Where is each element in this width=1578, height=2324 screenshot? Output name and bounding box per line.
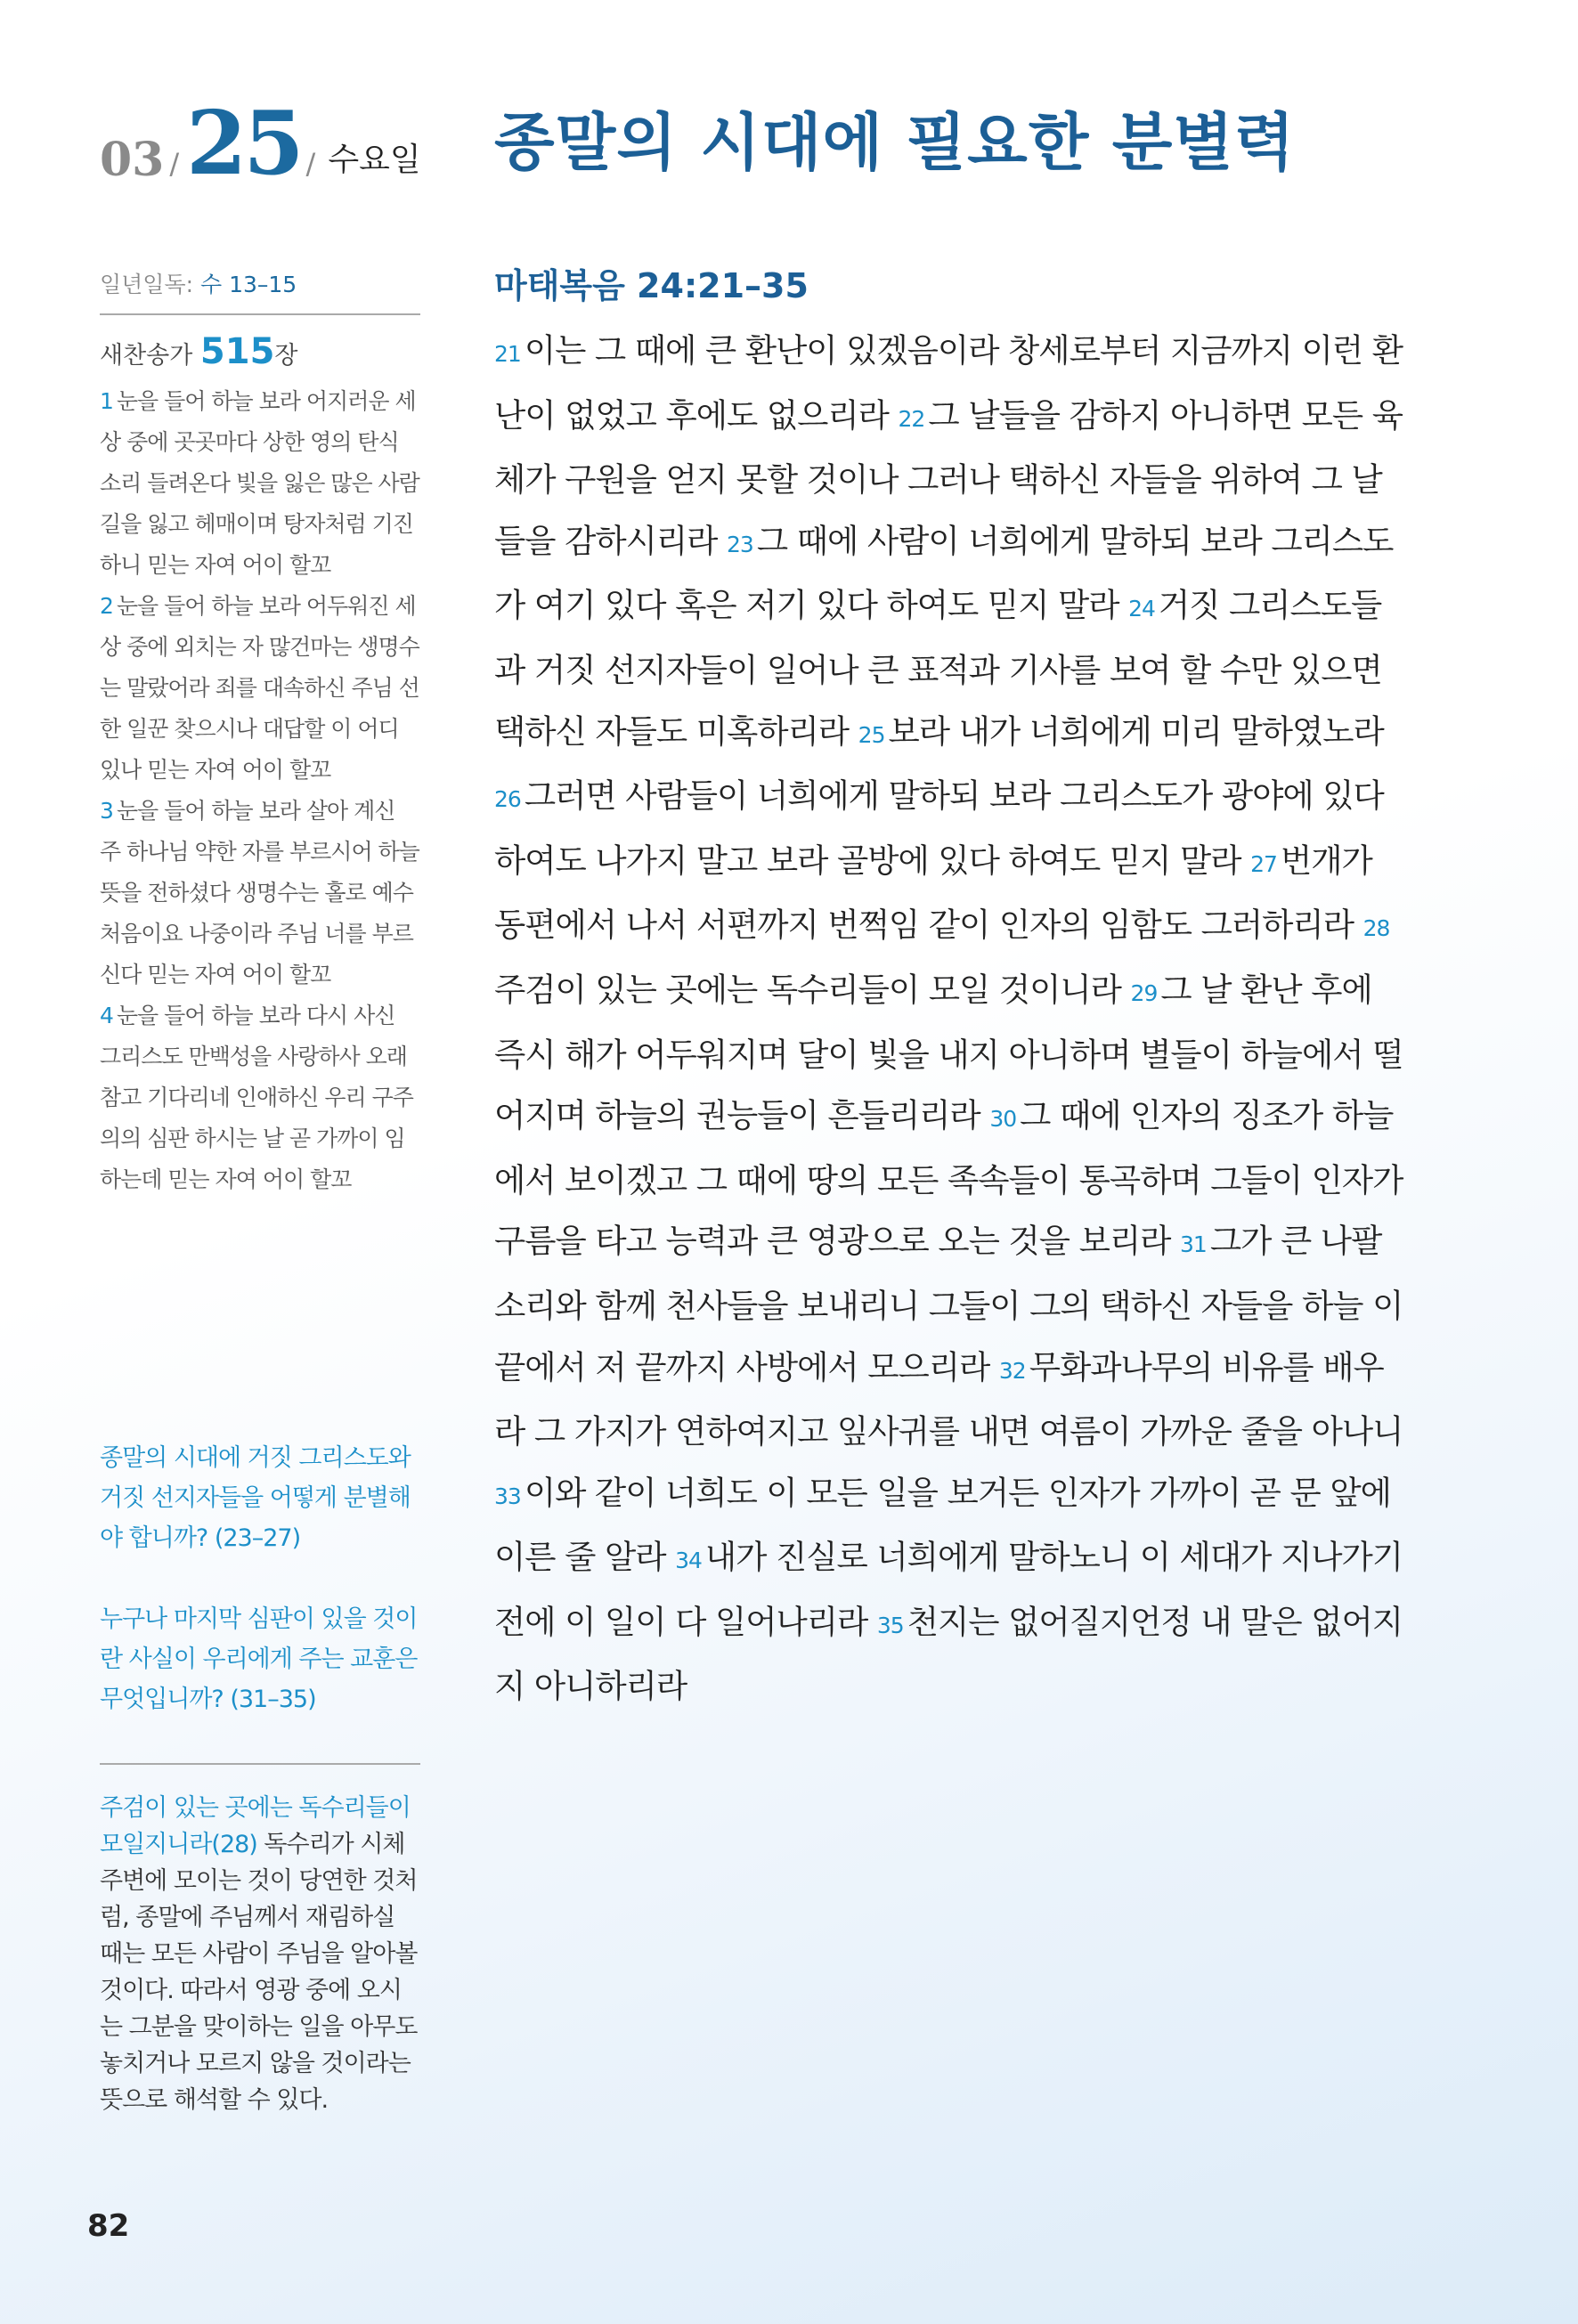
weekday: 수요일 [328,142,421,178]
verse-text: 이는 그 때에 큰 환난이 있겠음이라 창세로부터 지금까지 이런 환난이 없었고 후에도 없으리라 [494,331,1403,435]
verse-number: 29 [1130,979,1158,1006]
verse-text: 보라 내가 너희에게 미리 말하였노라 [888,711,1384,751]
verse-text: 그 때에 사람이 너희에게 말하되 보라 그리스도가 여기 있다 혹은 저기 있다 하여도 믿지 말라 [494,521,1394,625]
verse-number: 23 [727,531,753,557]
hymn-verse-number: 4 [100,1003,113,1028]
page-title: 종말의 시대에 필요한 분별력 [494,106,1296,179]
date-header [100,77,421,195]
hymn [100,331,420,372]
hymn-verse [100,791,420,995]
hymn-verse-number: 3 [100,798,113,824]
verse-text: 주검이 있는 곳에는 독수리들이 모일 것이니라 [494,970,1121,1009]
verse-text: 그 때에 인자의 징조가 하늘에서 보이겠고 그 때에 땅의 모든 족속들이 통곡하며 그들이 인자가 구름을 타고 능력과 큰 영광으로 오는 것을 보리라 [494,1096,1403,1261]
annual-reading [100,267,420,315]
date-separator: / [169,147,180,181]
verse-text: 그러면 사람들이 너희에게 말하되 보라 그리스도가 광야에 있다 하여도 나가지 말고 보라 골방에 있다 하여도 믿지 말라 [494,776,1384,880]
sidebar [100,267,420,1200]
month: 03 [100,133,165,187]
verse-number: 32 [998,1357,1026,1384]
reading-label: 일년일독: [100,272,194,297]
scripture-reference: 마태복음 24:21–35 [494,266,809,305]
hymn-verse-number: 2 [100,593,113,619]
verse-text: 그가 큰 나팔소리와 함께 천사들을 보내리니 그들이 그의 택하신 자들을 하늘 이 끝에서 저 끝까지 사방에서 모으리라 [494,1222,1403,1386]
hymn-suffix: 장 [274,342,298,370]
verse-text: 이와 같이 너희도 이 모든 일을 보거든 인자가 가까이 곧 문 앞에 이른 줄 알라 [494,1473,1391,1577]
verse-text: 천지는 없어질지언정 내 말은 없어지지 아니하리라 [494,1602,1403,1706]
verse-text: 내가 진실로 너희에게 말하노니 이 세대가 지나가기 전에 이 일이 다 일어나리라 [494,1538,1403,1641]
page-number: 82 [87,2208,130,2244]
hymn-verse-text: 눈을 들어 하늘 보라 살아 계신 주 하나님 약한 자를 부르시어 하늘 뜻을 전하셨다 생명수는 홀로 예수 처음이요 나중이라 주님 너를 부르신다 믿는 자여 어이 할꼬 [100,798,419,987]
verse-text: 번개가 동편에서 나서 서편까지 번쩍임 같이 인자의 임함도 그러하리라 [494,841,1372,945]
verse-number: 31 [1180,1231,1207,1258]
reflection-questions [100,1438,420,1719]
hymn-verse-number: 1 [100,388,113,414]
hymn-verse-text: 눈을 들어 하늘 보라 어두워진 세상 중에 외치는 자 많건마는 생명수는 말랐어라 죄를 대속하신 주님 선한 일꾼 찾으시나 대답할 이 어디 있나 믿는 자여 어이 할꼬 [100,593,419,783]
verse-number: 22 [898,405,925,432]
hymn-verse [100,381,420,586]
date-separator: / [305,147,316,181]
hymn-verse [100,586,420,791]
question: 누구나 마지막 심판이 있을 것이란 사실이 우리에게 주는 교훈은 무엇입니까? (31–35) [100,1605,418,1713]
verse-text: 그 날들을 감하지 아니하면 모든 육체가 구원을 얻지 못할 것이나 그러나 택하신 자들을 위하여 그 날들을 감하시리라 [494,395,1403,560]
verse-text: 거짓 그리스도들과 거짓 선지자들이 일어나 큰 표적과 기사를 보여 할 수만 있으면 택하신 자들도 미혹하리라 [494,586,1382,751]
note-body: 독수리가 시체 주변에 모이는 것이 당연한 것처럼, 종말에 주님께서 재림하실 때는 모든 사람이 주님을 알아볼 것이다. 따라서 영광 중에 오시는 그분을 맞이하는 일을 아무도 놓치거나 모르지 않을 것이라는 뜻으로 해석할 수 있다. [100,1831,418,2114]
note-heading: 주검이 있는 곳에는 독수리들이 모일지니라(28) [100,1794,411,1858]
reading-ref: 수 13–15 [199,272,297,297]
verse-number: 28 [1362,915,1390,942]
hymn-number: 515 [199,331,275,372]
verse-number: 34 [675,1548,702,1574]
verse-number: 30 [989,1106,1017,1133]
hymn-lyrics [100,381,420,1200]
question: 종말의 시대에 거짓 그리스도와 거짓 선지자들을 어떻게 분별해야 합니까? (23–27) [100,1444,411,1552]
verse-number: 25 [858,721,885,748]
verse-number: 35 [876,1612,904,1638]
verse-number: 27 [1250,850,1277,877]
hymn-prefix: 새찬송가 [100,342,193,370]
verse-number: 21 [494,341,521,367]
hymn-verse [100,995,420,1200]
hymn-verse-text: 눈을 들어 하늘 보라 다시 사신 그리스도 만백성을 사랑하사 오래 참고 기다리네 인애하신 우리 구주 의의 심판 하시는 날 곧 가까이 임하는데 믿는 자여 어이 할꼬 [100,1003,413,1192]
verse-text: 무화과나무의 비유를 배우라 그 가지가 연하여지고 잎사귀를 내면 여름이 가까운 줄을 아나니 [494,1347,1403,1451]
hymn-verse-text: 눈을 들어 하늘 보라 어지러운 세상 중에 곳곳마다 상한 영의 탄식 소리 들려온다 빛을 잃은 많은 사람 길을 잃고 헤매이며 탕자처럼 기진하니 믿는 자여 어이 할꼬 [100,388,419,578]
verse-number: 33 [494,1483,521,1509]
day: 25 [186,92,301,195]
commentary-note [100,1763,420,2118]
verse-text: 그 날 환난 후에 즉시 해가 어두워지며 달이 빛을 내지 아니하며 별들이 하늘에서 떨어지며 하늘의 권능들이 흔들리리라 [494,970,1403,1135]
scripture-text [494,321,1411,1718]
verse-number: 24 [1128,596,1155,622]
verse-number: 26 [494,786,521,813]
